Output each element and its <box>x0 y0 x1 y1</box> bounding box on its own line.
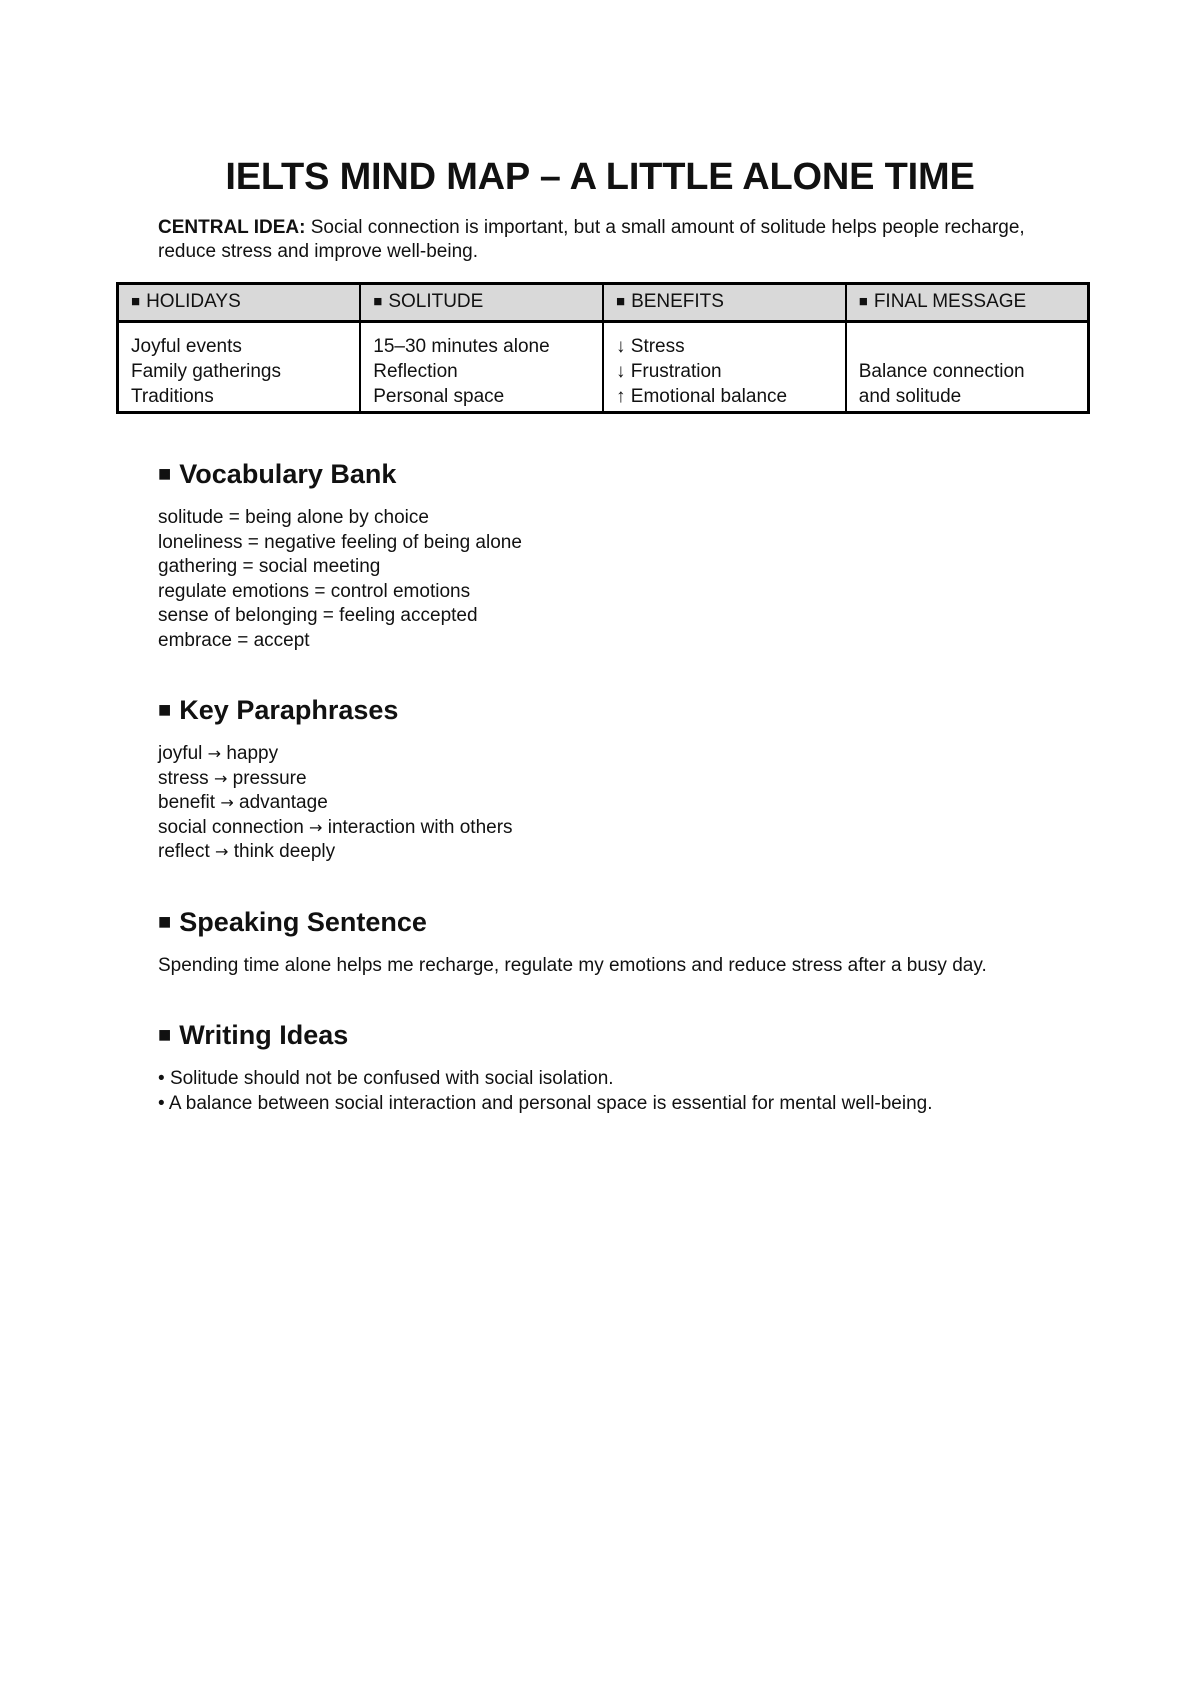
right-arrow-icon: → <box>309 817 323 837</box>
right-arrow-icon: → <box>207 744 222 763</box>
vocabulary-item: gathering = social meeting <box>158 556 381 577</box>
vocabulary-heading: ■ Vocabulary Bank <box>158 459 397 489</box>
vocabulary-item: loneliness = negative feeling of being alone <box>158 531 522 553</box>
column-header-solitude: ■ SOLITUDE <box>360 284 603 322</box>
vocabulary-item: solitude = being alone by choice <box>158 507 429 528</box>
paraphrase-item: stress → pressure <box>158 767 307 789</box>
cell-line: Joyful events <box>131 336 242 357</box>
bullet-icon: • <box>158 1092 165 1114</box>
right-arrow-icon: → <box>215 842 229 861</box>
paraphrase-item: benefit → advantage <box>158 792 328 813</box>
cell-line: Balance connection <box>858 361 1025 382</box>
paraphrases-heading: ■ Key Paraphrases <box>158 695 399 725</box>
central-idea <box>158 216 1038 264</box>
column-cell-benefits <box>603 322 846 413</box>
square-bullet-icon: ■ <box>131 293 141 310</box>
column-cell-solitude <box>360 322 603 413</box>
cell-line: Traditions <box>131 386 214 407</box>
cell-line: Family gatherings <box>131 361 281 382</box>
column-header-holidays: ■ HOLIDAYS <box>118 284 361 322</box>
writing-section <box>158 1019 1058 1116</box>
cell-line: ↓ Frustration <box>616 361 722 382</box>
square-bullet-icon: ■ <box>158 461 172 486</box>
vocabulary-section <box>158 458 1058 653</box>
writing-idea: • A balance between social interaction and personal space is essential for mental well-being. <box>158 1092 933 1114</box>
mind-map-header-row <box>118 284 1089 322</box>
column-header-final-message: ■ FINAL MESSAGE <box>846 284 1089 322</box>
cell-line: ↓ Stress <box>616 336 685 357</box>
square-bullet-icon: ■ <box>373 293 383 310</box>
column-cell-holidays <box>118 322 361 413</box>
paraphrase-item: reflect → think deeply <box>158 841 336 862</box>
vocabulary-item: regulate emotions = control emotions <box>158 580 471 602</box>
right-arrow-icon: → <box>213 768 228 788</box>
speaking-sentence: Spending time alone helps me recharge, regulate my emotions and reduce stress after a busy day. <box>158 955 987 976</box>
speaking-section <box>158 906 1058 979</box>
square-bullet-icon: ■ <box>158 697 172 722</box>
writing-idea: • Solitude should not be confused with social isolation. <box>158 1068 614 1089</box>
column-cell-final-message <box>846 322 1089 413</box>
paraphrase-item: joyful → happy <box>158 743 279 764</box>
cell-line: Personal space <box>373 386 505 407</box>
square-bullet-icon: ■ <box>158 909 172 934</box>
square-bullet-icon: ■ <box>158 1022 172 1047</box>
right-arrow-icon: → <box>220 793 234 812</box>
column-header-benefits: ■ BENEFITS <box>603 284 846 322</box>
mind-map-body-row <box>118 322 1089 413</box>
writing-heading: ■ Writing Ideas <box>158 1020 349 1050</box>
mind-map-table <box>116 282 1090 414</box>
central-idea-label: CENTRAL IDEA: <box>158 217 306 238</box>
square-bullet-icon: ■ <box>858 293 868 310</box>
vocabulary-item: sense of belonging = feeling accepted <box>158 605 478 626</box>
paraphrase-item: social connection → interaction with others <box>158 816 513 838</box>
central-idea-text: Social connection is important, but a small amount of solitude helps people recharge, reduce stress and improve well-being. <box>158 217 1025 262</box>
cell-line: 15–30 minutes alone <box>373 336 550 357</box>
bullet-icon: • <box>158 1068 165 1089</box>
cell-line: ↑ Emotional balance <box>616 386 788 407</box>
vocabulary-item: embrace = accept <box>158 629 310 651</box>
speaking-heading: ■ Speaking Sentence <box>158 907 427 937</box>
cell-line: and solitude <box>858 386 962 407</box>
cell-line: Reflection <box>373 361 458 382</box>
square-bullet-icon: ■ <box>616 293 626 310</box>
paraphrases-section <box>158 694 1058 865</box>
page-title: IELTS MIND MAP – A LITTLE ALONE TIME <box>225 156 975 198</box>
